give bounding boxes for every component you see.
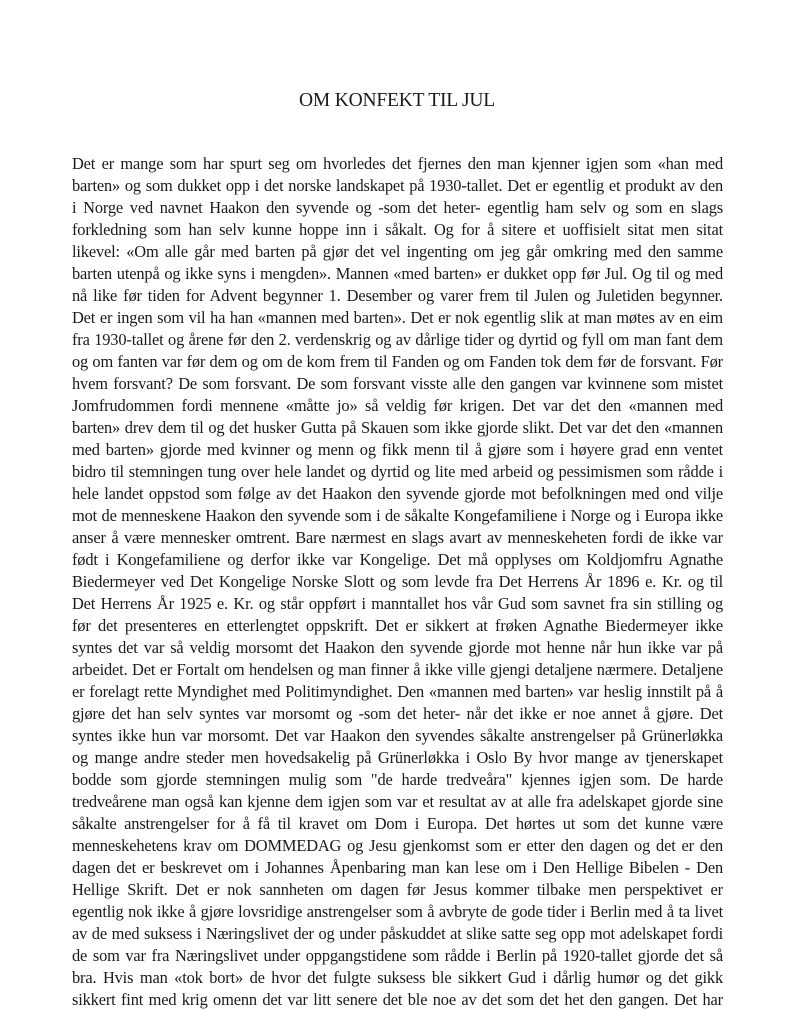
text-line: likevel: «Om alle går med barten på gjør det vel ingenting om jeg går omkring med den samme (72, 242, 723, 261)
document-title: OM KONFEKT TIL JUL (299, 90, 495, 111)
text-line: barten» og som dukket opp i det norske landskapet på 1930-tallet. Det er egentlig et produkt av den (72, 176, 723, 195)
text-line: og mange andre steder men hovedsakelig på Grünerløkka i Oslo By hvor mange av tjenerskapet (72, 748, 723, 767)
text-line: arbeidet. Det er Fortalt om hendelsen og man finner å ikke ville gjengi detaljene nærmere. Detaljene (72, 660, 723, 679)
text-line: fra 1930-tallet og årene før den 2. verdenskrig og av dårlige tider og dyrtid og fyll om man fant dem (72, 330, 723, 349)
text-line: bidro til stemningen tung over hele landet og dyrtid og lite med arbeid og pessimismen som rådde i (72, 462, 723, 481)
text-line: såkalte anstrengelser for å få til kravet om Dom i Europa. Det hørtes ut som det kunne være (72, 814, 723, 833)
text-line: Det Herrens År 1925 e. Kr. og står oppført i manntallet hos vår Gud som savnet fra sin stilling og (72, 594, 723, 613)
text-line: bodde som gjorde stemningen mulig som "de harde tredveåra" kjennes igjen som. De harde (72, 770, 723, 789)
text-line: med barten» gjorde med kvinner og menn og fikk menn til å gjøre som i høyere grad enn ventet (72, 440, 723, 459)
text-line: syntes det var så veldig morsomt det Haakon den syvende gjorde mot henne når hun ikke var på (72, 638, 723, 657)
text-line: sikkert fint med krig omenn det var litt senere det ble noe av det som det het den gangen. Det har (72, 990, 723, 1009)
text-line: barten utenpå og ikke syns i mengden». Mannen «med barten» er dukket opp før Jul. Og til og med (72, 264, 723, 283)
text-line: i Norge ved navnet Haakon den syvende og -som det heter- egentlig ham selv og som en slags (72, 198, 723, 217)
text-line: Det er mange som har spurt seg om hvorledes det fjernes den man kjenner igjen som «han med (72, 154, 723, 173)
text-line: egentlig nok ikke å gjøre lovsridige anstrengelser som å avbryte de gode tider i Berlin med å ta livet (72, 902, 723, 921)
text-line: bra. Hvis man «tok bort» de hvor det fulgte suksess ble sikkert Gud i dårlig humør og det gikk (72, 968, 723, 987)
text-line: og om fanten var før dem og om de kom frem til Fanden og om Fanden tok dem før de forsvant. Før (72, 352, 723, 371)
text-line: mot de menneskene Haakon den syvende som i de såkalte Kongefamiliene i Norge og i Europa ikke (72, 506, 723, 525)
text-line: er forelagt rette Myndighet med Politimyndighet. Den «mannen med barten» var heslig innstilt på å (72, 682, 723, 701)
text-line: barten» drev dem til og det husker Gutta på Skauen som ikke gjorde slikt. Det var det den «mannen (72, 418, 723, 437)
text-line: de som var fra Næringslivet under oppgangstidene som rådde i Berlin på 1920-tallet gjorde det så (72, 946, 723, 965)
text-line: hvem forsvant? De som forsvant. De som forsvant visste alle den gangen var kvinnene som mistet (72, 374, 723, 393)
text-line: syntes ikke hun var morsomt. Det var Haakon den syvendes såkalte anstrengelser på Grünerløkka (72, 726, 723, 745)
text-line: født i Kongefamiliene og derfor ikke var Kongelige. Det må opplyses om Koldjomfru Agnathe (72, 550, 723, 569)
text-line: menneskehetens krav om DOMMEDAG og Jesu gjenkomst som er etter den dagen og det er den (72, 836, 723, 855)
text-line: Jomfrudommen fordi mennene «måtte jo» så veldig før krigen. Det var det den «mannen med (72, 396, 723, 415)
text-line: hele landet oppstod som følge av det Haakon den syvende gjorde mot befolkningen med ond vilje (72, 484, 723, 503)
text-line: Hellige Skrift. Det er nok sannheten om dagen før Jesus kommer tilbake men perspektivet er (72, 880, 723, 899)
text-line: Biedermeyer ved Det Kongelige Norske Slott og som levde fra Det Herrens År 1896 e. Kr. og til (72, 572, 723, 591)
text-line: tredveårene man også kan kjenne dem igjen som var et resultat av at alle fra adelskapet gjorde sine (72, 792, 723, 811)
text-line: av de med suksess i Næringslivet der og under påskuddet at slike satte seg opp mot adelskapet fordi (72, 924, 723, 943)
text-line: gjøre det han selv syntes var morsomt og -som det heter- når det ikke er noe annet å gjøre. Det (72, 704, 723, 723)
text-line: Det er ingen som vil ha han «mannen med barten». Det er nok egentlig slik at man møtes av en eim (72, 308, 723, 327)
text-line: nå like før tiden for Advent begynner 1. Desember og varer frem til Julen og Juletiden begynner. (72, 286, 723, 305)
text-line: anser å være mennesker omtrent. Bare nærmest en slags avart av menneskeheten fordi de ikke var (72, 528, 723, 547)
text-line: før det presenteres en etterlengtet oppskrift. Det er sikkert at frøken Agnathe Biedermeyer ikke (72, 616, 723, 635)
text-line: dagen det er beskrevet om i Johannes Åpenbaring man kan lese om i Den Hellige Bibelen - Den (72, 858, 723, 877)
text-line: forkledning som han selv kunne hoppe inn i såkalt. Og for å sitere et uoffisielt sitat men sitat (72, 220, 723, 239)
body-paragraph (72, 153, 723, 1011)
